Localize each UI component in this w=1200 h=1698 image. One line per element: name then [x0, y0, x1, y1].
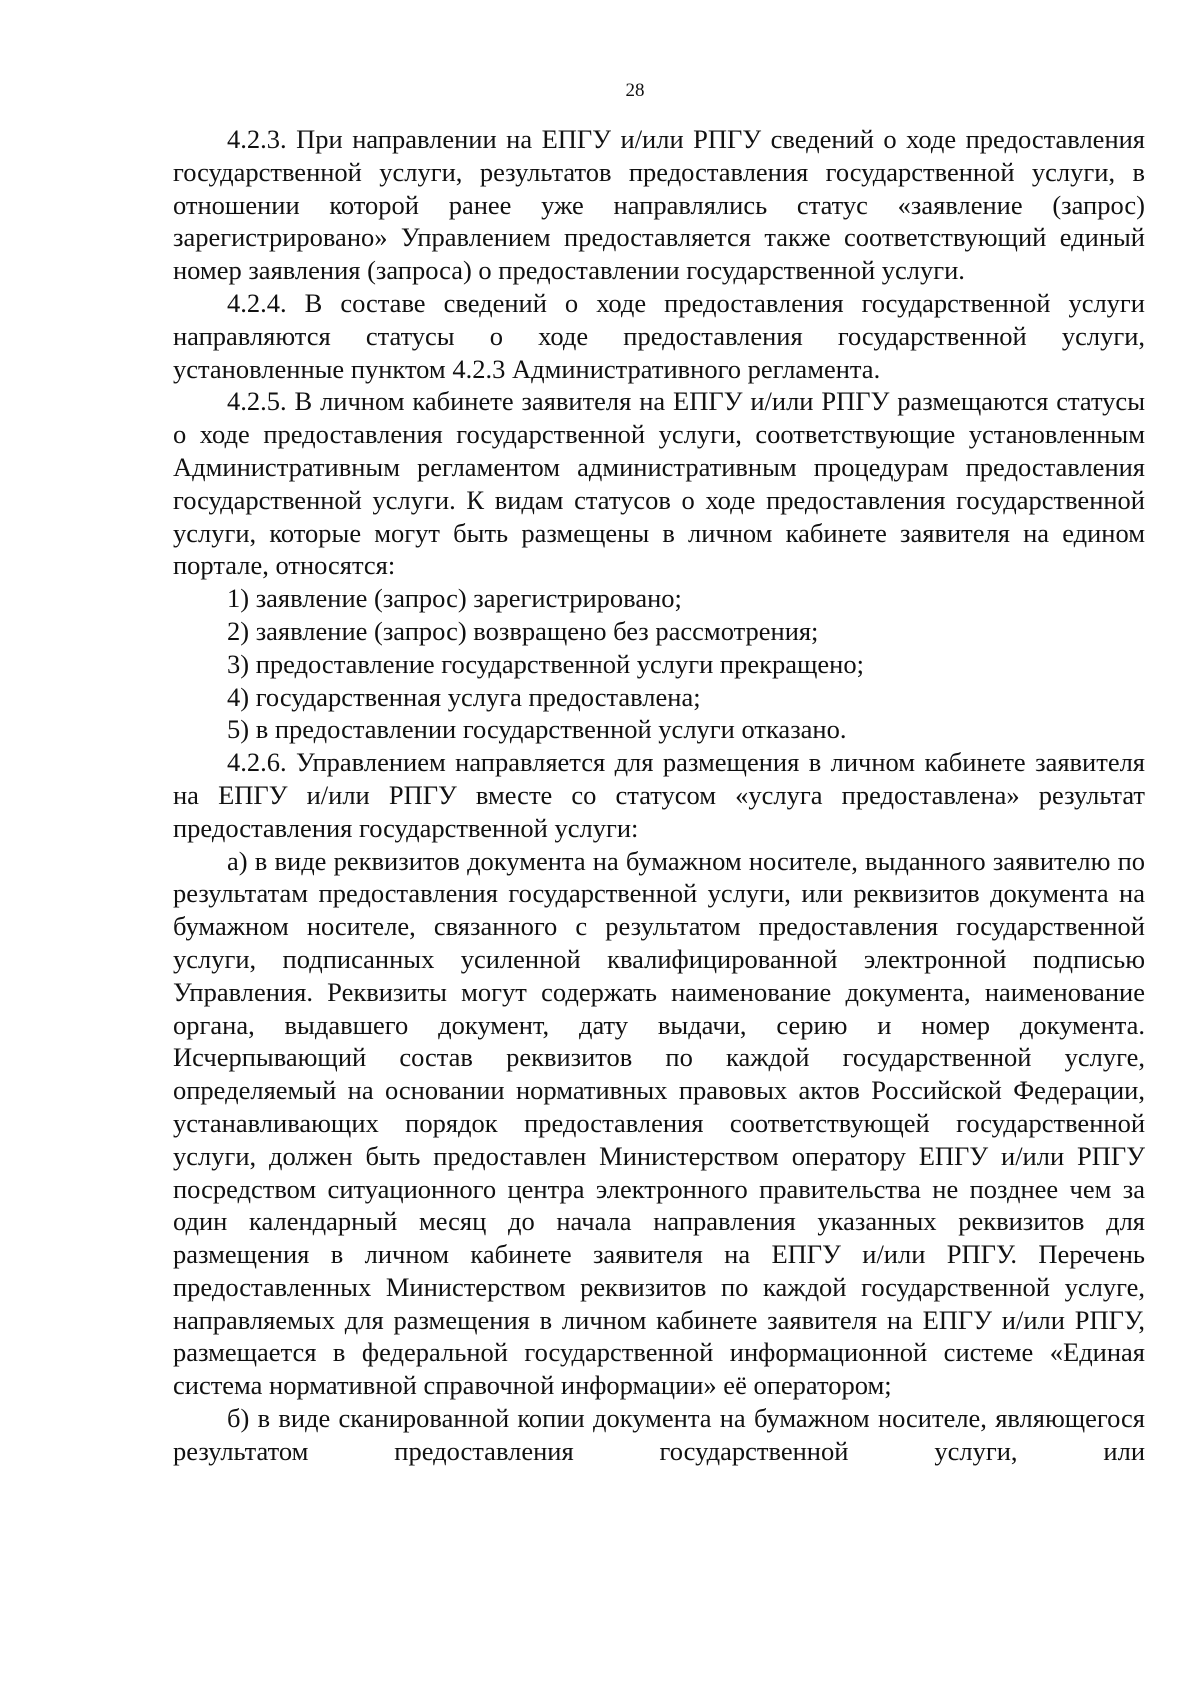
paragraph-4-2-4: 4.2.4. В составе сведений о ходе предоставления государственной услуги направляются статусы о ходе предоставления государственной услуги, установленные пунктом 4.2.3 Административного регламента.: [173, 287, 1145, 384]
paragraph-item-b: б) в виде сканированной копии документа на бумажном носителе, являющегося результатом предоставления государственной услуги, или: [173, 1403, 1145, 1466]
list-item-status-1: 1) заявление (запрос) зарегистрировано;: [227, 583, 682, 614]
list-item-status-3: 3) предоставление государственной услуги прекращено;: [227, 648, 864, 679]
list-item-status-2: 2) заявление (запрос) возвращено без рассмотрения;: [227, 615, 819, 646]
list-item-status-4: 4) государственная услуга предоставлена;: [227, 681, 701, 712]
paragraph-item-a: а) в виде реквизитов документа на бумажном носителе, выданного заявителю по результатам предоставления государственной услуги, или реквизитов документа на бумажном носителе, связанного с результатом предоставления государственной услуги, подписанных усиленной квалифицированной электронной подписью Управления. Реквизиты могут содержать наименование документа, наименование органа, выдавшего документ, дату выдачи, серию и номер документа. Исчерпывающий состав реквизитов по каждой государственной услуге, определяемый на основании нормативных правовых актов Российской Федерации, устанавливающих порядок предоставления соответствующей государственной услуги, должен быть предоставлен Министерством оператору ЕПГУ и/или РПГУ посредством ситуационного центра электронного правительства не позднее чем за один календарный месяц до начала направления указанных реквизитов для размещения в личном кабинете заявителя на ЕПГУ и/или РПГУ. Перечень предоставленных Министерством реквизитов по каждой государственной услуге, направляемых для размещения в личном кабинете заявителя на ЕПГУ и/или РПГУ, размещается в федеральной государственной информационной системе «Единая система нормативной справочной информации» её оператором;: [173, 845, 1145, 1401]
paragraph-4-2-3: 4.2.3. При направлении на ЕПГУ и/или РПГУ сведений о ходе предоставления государственной услуги, результатов предоставления государственной услуги, в отношении которой ранее уже направлялись статус «заявление (запрос) зарегистрировано» Управлением предоставляется также соответствующий единый номер заявления (запроса) о предоставлении государственной услуги.: [173, 124, 1145, 286]
page-number: 28: [625, 80, 645, 101]
paragraph-4-2-6: 4.2.6. Управлением направляется для размещения в личном кабинете заявителя на ЕПГУ и/или РПГУ вместе со статусом «услуга предоставлена» результат предоставления государственной услуги:: [173, 747, 1145, 843]
list-item-status-5: 5) в предоставлении государственной услуги отказано.: [227, 714, 847, 745]
document-body: [173, 123, 1145, 1468]
paragraph-4-2-5: 4.2.5. В личном кабинете заявителя на ЕПГУ и/или РПГУ размещаются статусы о ходе предоставления государственной услуги, соответствующие установленным Административным регламентом административным процедурам предоставления государственной услуги. К видам статусов о ходе предоставления государственной услуги, которые могут быть размещены в личном кабинете заявителя на едином портале, относятся:: [173, 386, 1145, 581]
